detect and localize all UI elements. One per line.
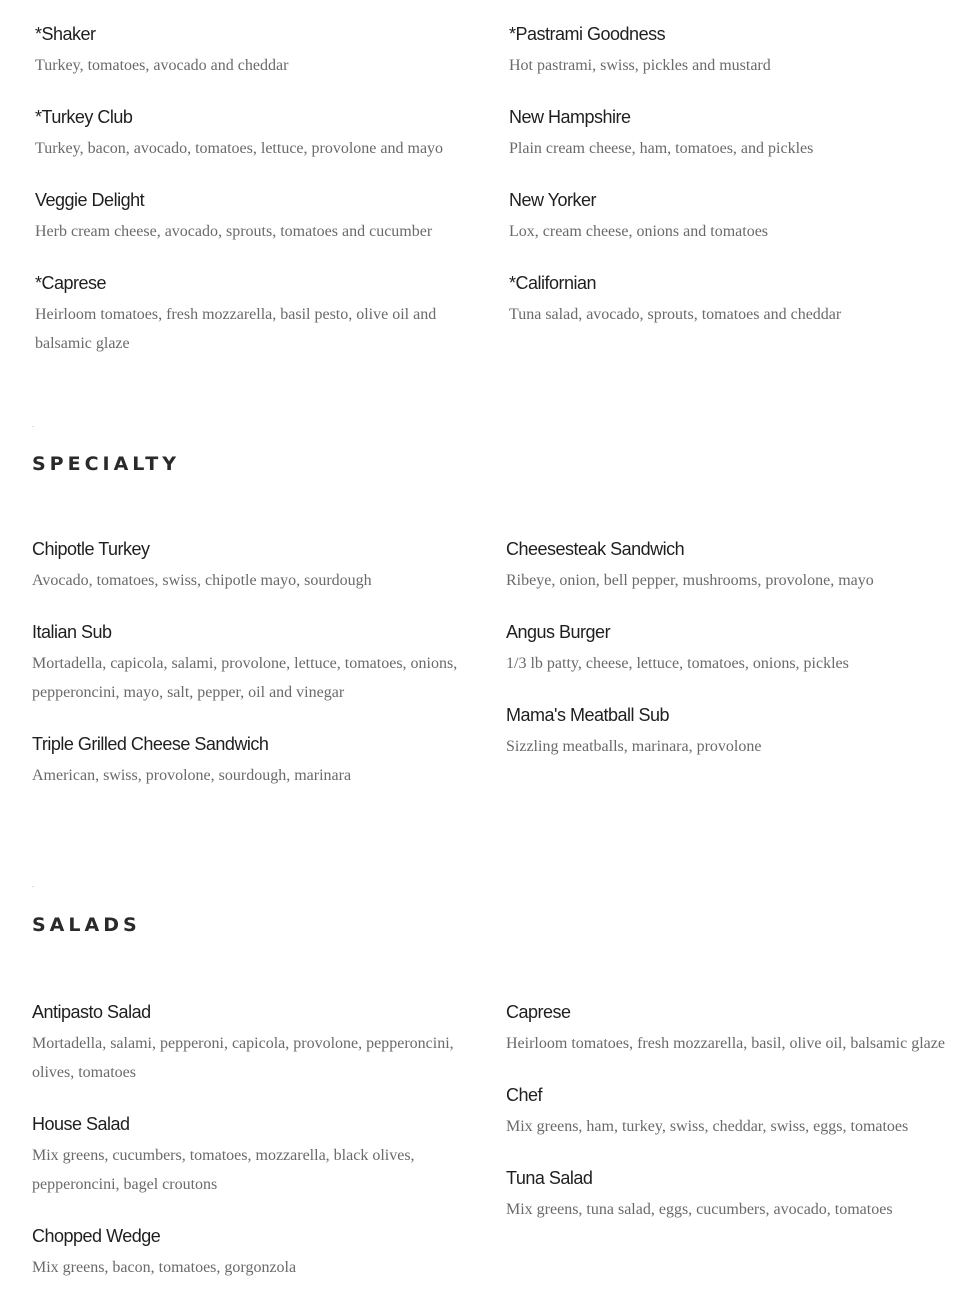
menu-item xyxy=(32,537,477,595)
menu-item-description: Mix greens, tuna salad, eggs, cucumbers, avocado, tomatoes xyxy=(506,1201,893,1218)
menu-item-name: Mama's Meatball Sub xyxy=(506,705,670,725)
menu-item xyxy=(32,1112,472,1199)
section-heading-specialty: SPECIALTY xyxy=(32,453,180,475)
menu-item xyxy=(35,105,475,163)
divider xyxy=(32,426,34,427)
menu-item-description: Avocado, tomatoes, swiss, chipotle mayo, sourdough xyxy=(32,572,372,589)
menu-item-description: Heirloom tomatoes, fresh mozzarella, basil pesto, olive oil and balsamic glaze xyxy=(35,306,437,352)
menu-item-name: Triple Grilled Cheese Sandwich xyxy=(32,734,269,754)
sandwiches-right-column xyxy=(509,22,949,354)
menu-item-description: American, swiss, provolone, sourdough, marinara xyxy=(32,767,352,784)
menu-item-name: *Californian xyxy=(509,273,597,293)
divider xyxy=(32,886,34,887)
menu-item xyxy=(506,703,946,761)
menu-item-name: Chef xyxy=(506,1085,543,1105)
menu-item-name: Caprese xyxy=(506,1002,571,1022)
menu-item-name: Chipotle Turkey xyxy=(32,539,150,559)
menu-item xyxy=(35,188,475,246)
menu-item-description: Tuna salad, avocado, sprouts, tomatoes and cheddar xyxy=(509,306,842,323)
menu-item-name: Tuna Salad xyxy=(506,1168,593,1188)
menu-item-description: Mortadella, salami, pepperoni, capicola, provolone, pepperoncini, olives, tomatoes xyxy=(32,1035,454,1081)
menu-item-name: Chopped Wedge xyxy=(32,1226,161,1246)
menu-item xyxy=(32,732,477,790)
menu-item-description: 1/3 lb patty, cheese, lettuce, tomatoes, onions, pickles xyxy=(506,655,849,672)
menu-item-description: Lox, cream cheese, onions and tomatoes xyxy=(509,223,769,240)
specialty-right-column xyxy=(506,537,946,786)
menu-item xyxy=(506,1083,951,1141)
menu-item-name: *Pastrami Goodness xyxy=(509,24,666,44)
menu-item-name: Angus Burger xyxy=(506,622,611,642)
menu-item xyxy=(509,105,949,163)
menu-item xyxy=(35,271,475,358)
menu-item-description: Mortadella, capicola, salami, provolone, lettuce, tomatoes, onions, pepperoncini, mayo, salt, pepper, oil and vinegar xyxy=(32,655,458,701)
menu-item xyxy=(509,271,949,329)
salads-left-column xyxy=(32,1000,472,1307)
menu-item-name: Antipasto Salad xyxy=(32,1002,151,1022)
menu-item-name: Veggie Delight xyxy=(35,190,145,210)
specialty-left-column xyxy=(32,537,477,815)
menu-item xyxy=(506,1000,951,1058)
menu-item-name: Cheesesteak Sandwich xyxy=(506,539,685,559)
menu-item-description: Mix greens, cucumbers, tomatoes, mozzarella, black olives, pepperoncini, bagel croutons xyxy=(32,1147,415,1193)
menu-item xyxy=(506,620,946,678)
salads-right-column xyxy=(506,1000,951,1249)
menu-item xyxy=(506,537,946,595)
menu-item-description: Ribeye, onion, bell pepper, mushrooms, provolone, mayo xyxy=(506,572,874,589)
menu-item xyxy=(509,22,949,80)
menu-item-description: Turkey, bacon, avocado, tomatoes, lettuce, provolone and mayo xyxy=(35,140,444,157)
menu-item-description: Plain cream cheese, ham, tomatoes, and pickles xyxy=(509,140,814,157)
menu-item-description: Hot pastrami, swiss, pickles and mustard xyxy=(509,57,771,74)
menu-item-description: Mix greens, ham, turkey, swiss, cheddar, swiss, eggs, tomatoes xyxy=(506,1118,909,1135)
menu-item-description: Herb cream cheese, avocado, sprouts, tomatoes and cucumber xyxy=(35,223,433,240)
menu-item-name: Italian Sub xyxy=(32,622,112,642)
menu-item xyxy=(509,188,949,246)
menu-item-name: *Caprese xyxy=(35,273,107,293)
menu-item-description: Mix greens, bacon, tomatoes, gorgonzola xyxy=(32,1259,297,1276)
menu-item-name: *Shaker xyxy=(35,24,96,44)
menu-item xyxy=(35,22,475,80)
menu-item xyxy=(32,620,477,707)
menu-item-name: New Yorker xyxy=(509,190,597,210)
menu-item-description: Heirloom tomatoes, fresh mozzarella, basil, olive oil, balsamic glaze xyxy=(506,1035,945,1052)
menu-item xyxy=(32,1000,472,1087)
menu-item-name: New Hampshire xyxy=(509,107,631,127)
menu-item-description: Sizzling meatballs, marinara, provolone xyxy=(506,738,762,755)
menu-item-description: Turkey, tomatoes, avocado and cheddar xyxy=(35,57,289,74)
section-heading-salads: SALADS xyxy=(32,914,141,936)
menu-item-name: *Turkey Club xyxy=(35,107,133,127)
menu-item xyxy=(506,1166,951,1224)
menu-item-name: House Salad xyxy=(32,1114,130,1134)
sandwiches-left-column xyxy=(35,22,475,383)
menu-item xyxy=(32,1224,472,1282)
